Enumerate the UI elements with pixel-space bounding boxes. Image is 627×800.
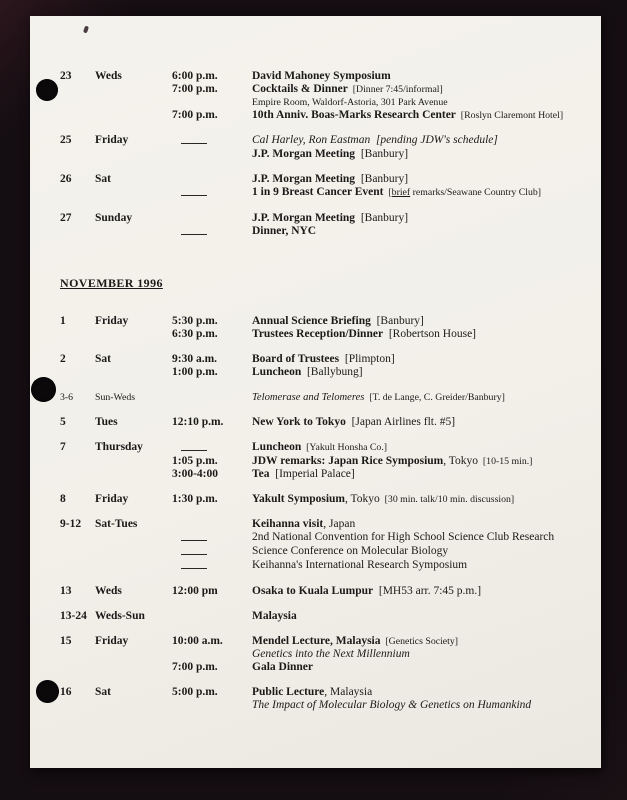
entry-date: 8 (60, 493, 66, 505)
entry-text (252, 96, 583, 109)
entry-time (172, 441, 252, 455)
entry-lines (172, 391, 583, 404)
text-segment: [Yakult Honsha Co.] (301, 442, 388, 453)
entry-day: Friday (95, 635, 129, 647)
entry-text (252, 148, 583, 161)
text-segment: Luncheon (252, 441, 302, 453)
entry-lines (172, 635, 583, 674)
entry-date: 23 (60, 70, 72, 82)
entry-lines (172, 416, 583, 429)
entry-line (172, 353, 583, 366)
entry-text (252, 212, 583, 225)
text-segment: [Roslyn Claremont Hotel] (455, 110, 564, 121)
text-segment: [Banbury] (370, 315, 424, 327)
text-segment: [Banbury] (355, 173, 409, 185)
entry-time: 1:05 p.m. (172, 455, 218, 467)
text-segment: Tea (252, 468, 270, 480)
schedule-entry (60, 353, 583, 379)
entry-time (172, 559, 252, 573)
text-segment: JDW remarks: Japan Rice Symposium (252, 455, 444, 467)
text-segment: , Tokyo (345, 493, 380, 505)
entry-text (252, 493, 583, 506)
text-segment: [Genetics Society] (380, 636, 459, 647)
entry-time: 1:00 p.m. (172, 366, 218, 378)
entry-time (172, 212, 252, 225)
entry-text (252, 648, 583, 661)
entry-time (172, 531, 252, 545)
entry-line (172, 70, 583, 83)
entry-text (252, 83, 583, 96)
entry-time: 7:00 p.m. (172, 109, 218, 121)
text-segment: [Plimpton] (339, 353, 395, 365)
entry-line (172, 559, 583, 573)
schedule-entry (60, 173, 583, 200)
entry-date: 16 (60, 686, 72, 698)
entry-lines (172, 518, 583, 573)
text-segment: J.P. Morgan Meeting (252, 173, 356, 185)
text-segment: [Ballybung] (301, 366, 363, 378)
entry-lines (172, 134, 583, 161)
entry-date: 3-6 (60, 392, 74, 403)
entry-time (172, 699, 252, 712)
text-segment: Annual Science Briefing (252, 315, 371, 327)
text-segment: Luncheon (252, 366, 302, 378)
entry-line (172, 493, 583, 506)
schedule-entry (60, 518, 583, 573)
entry-lines (172, 686, 583, 712)
entry-line (172, 391, 583, 404)
schedule-entry (60, 635, 583, 674)
entry-text (252, 585, 583, 598)
entry-text (252, 328, 583, 341)
text-segment: David Mahoney Symposium (252, 70, 391, 82)
entry-day: Tues (95, 416, 118, 428)
entry-time (172, 96, 252, 109)
entry-time: 6:30 p.m. (172, 328, 218, 340)
punch-hole (36, 680, 59, 703)
entry-time (172, 391, 252, 404)
entry-line (172, 212, 583, 225)
entry-text (252, 353, 583, 366)
entry-line (172, 83, 583, 96)
text-segment: Empire Room, Waldorf-Astoria, 301 Park Avenue (252, 97, 448, 108)
schedule-entry (60, 212, 583, 239)
entry-date: 15 (60, 635, 72, 647)
entry-date: 25 (60, 134, 72, 146)
entry-time: 6:00 p.m. (172, 70, 218, 82)
entry-text (252, 109, 583, 122)
entry-date: 7 (60, 441, 66, 453)
entry-time: 3:00-4:00 (172, 468, 218, 480)
entry-day: Sun-Weds (95, 392, 136, 403)
entry-day: Weds (95, 585, 122, 597)
entry-line (172, 315, 583, 328)
entry-text (252, 545, 583, 559)
entry-text (252, 225, 583, 239)
entry-line (172, 648, 583, 661)
text-segment: Telomerase and Telomeres (252, 392, 365, 403)
entry-time (172, 648, 252, 661)
entry-line (172, 96, 583, 109)
entry-date: 13-24 (60, 610, 87, 622)
text-segment: [30 min. talk/10 min. discussion] (379, 494, 515, 505)
entry-time: 7:00 p.m. (172, 83, 218, 95)
text-segment: Keihanna visit (252, 518, 324, 530)
blank-line (181, 531, 207, 541)
entry-time: 5:30 p.m. (172, 315, 218, 327)
text-segment: [T. de Lange, C. Greider/Banbury] (364, 392, 505, 403)
entry-text (252, 559, 583, 573)
entry-line (172, 545, 583, 559)
entry-time (172, 186, 252, 200)
text-segment: , Japan (323, 518, 356, 530)
blank-line (181, 441, 207, 451)
text-segment: 2nd National Convention for High School Science Club Research (252, 531, 555, 543)
entry-text (252, 455, 583, 468)
text-segment: [Japan Airlines flt. #5] (345, 416, 456, 428)
text-segment: The Impact of Molecular Biology & Genetics on Humankind (252, 699, 532, 711)
text-segment: Keihanna's International Research Symposium (252, 559, 468, 571)
schedule-entry (60, 493, 583, 506)
text-segment: Public Lecture (252, 686, 325, 698)
entry-line (172, 455, 583, 468)
schedule-entry (60, 610, 583, 623)
month-header: NOVEMBER 1996 (60, 276, 163, 290)
entry-day: Sat (95, 686, 111, 698)
text-segment: Science Conference on Molecular Biology (252, 545, 449, 557)
entry-time: 12:00 pm (172, 585, 218, 597)
entry-date: 9-12 (60, 518, 82, 530)
entry-lines (172, 173, 583, 200)
entry-time: 10:00 a.m. (172, 635, 223, 647)
entry-date: 2 (60, 353, 66, 365)
entry-text (252, 686, 583, 699)
schedule-entry (60, 391, 583, 404)
entry-time (172, 610, 252, 623)
text-segment: Genetics into the Next Millennium (252, 648, 410, 660)
text-segment: Osaka to Kuala Lumpur (252, 585, 374, 597)
entry-line (172, 468, 583, 481)
entry-date: 27 (60, 212, 72, 224)
entry-text (252, 661, 583, 674)
text-segment: Trustees Reception/Dinner (252, 328, 384, 340)
entry-line (172, 661, 583, 674)
entry-day: Friday (95, 134, 129, 146)
entry-date: 26 (60, 173, 72, 185)
entry-line (172, 148, 583, 161)
text-segment: [Dinner 7:45/informal] (347, 84, 443, 95)
blank-line (181, 134, 207, 144)
schedule-entry (60, 315, 583, 341)
text-segment: Dinner, NYC (252, 225, 317, 237)
entry-text (252, 315, 583, 328)
entry-lines (172, 610, 583, 623)
blank-line (181, 186, 207, 196)
entry-text (252, 531, 583, 545)
entry-lines (172, 441, 583, 481)
entry-time: 9:30 a.m. (172, 353, 218, 365)
schedule-entry (60, 134, 583, 161)
entry-line (172, 416, 583, 429)
entry-line (172, 366, 583, 379)
entry-text (252, 416, 583, 429)
entry-line (172, 134, 583, 148)
text-segment: New York to Tokyo (252, 416, 346, 428)
entry-day: Sat (95, 173, 111, 185)
schedule-entry (60, 70, 583, 122)
text-segment: [Imperial Palace] (269, 468, 355, 480)
entry-line (172, 635, 583, 648)
text-segment: [Robertson House] (383, 328, 477, 340)
blank-line (181, 225, 207, 235)
entry-text (252, 391, 583, 404)
entry-time (172, 225, 252, 239)
text-segment: Malaysia (252, 610, 297, 622)
schedule-entry (60, 416, 583, 429)
entry-time (172, 518, 252, 531)
schedule-entry (60, 585, 583, 598)
entry-day: Friday (95, 493, 129, 505)
entry-lines (172, 70, 583, 122)
blank-line (181, 545, 207, 555)
punch-hole (36, 79, 58, 101)
entry-lines (172, 493, 583, 506)
text-segment: 1 in 9 Breast Cancer Event (252, 186, 384, 198)
schedule-entry (60, 441, 583, 481)
text-segment: Board of Trustees (252, 353, 340, 365)
punch-hole (31, 377, 56, 402)
entry-day: Sat (95, 353, 111, 365)
schedule-entry (60, 686, 583, 712)
text-segment: brief (391, 187, 411, 198)
blank-line (181, 559, 207, 569)
entry-line (172, 518, 583, 531)
entry-line (172, 610, 583, 623)
entry-line (172, 109, 583, 122)
entry-line (172, 585, 583, 598)
text-segment: 10th Anniv. Boas-Marks Research Center (252, 109, 456, 121)
text-segment: Mendel Lecture, Malaysia (252, 635, 381, 647)
text-segment: , Malaysia (324, 686, 373, 698)
entry-line (172, 186, 583, 200)
entry-time: 1:30 p.m. (172, 493, 218, 505)
entry-lines (172, 212, 583, 239)
document-page (30, 16, 601, 768)
text-segment: J.P. Morgan Meeting (252, 148, 356, 160)
entry-lines (172, 585, 583, 598)
entry-line (172, 225, 583, 239)
schedule (30, 16, 601, 724)
entry-time: 12:10 p.m. (172, 416, 224, 428)
entry-time: 5:00 p.m. (172, 686, 218, 698)
entry-text (252, 186, 583, 200)
entry-day: Friday (95, 315, 129, 327)
entry-text (252, 635, 583, 648)
entry-time (172, 148, 252, 161)
text-segment: [ (383, 187, 392, 198)
text-segment: J.P. Morgan Meeting (252, 212, 356, 224)
entry-line (172, 173, 583, 186)
entry-day: Sat-Tues (95, 518, 138, 530)
entry-text (252, 441, 583, 455)
entry-line (172, 686, 583, 699)
text-segment: [MH53 arr. 7:45 p.m.] (373, 585, 482, 597)
text-segment: [Banbury] (355, 212, 409, 224)
entry-time (172, 545, 252, 559)
entry-text (252, 134, 583, 148)
entry-time (172, 134, 252, 148)
entry-time (172, 173, 252, 186)
entry-date: 13 (60, 585, 72, 597)
entry-lines (172, 315, 583, 341)
entry-line (172, 531, 583, 545)
entry-text (252, 610, 583, 623)
entry-text (252, 468, 583, 481)
text-segment: Gala Dinner (252, 661, 314, 673)
entry-time: 7:00 p.m. (172, 661, 218, 673)
text-segment: [10-15 min.] (478, 456, 533, 467)
entry-text (252, 699, 583, 712)
entry-day: Thursday (95, 441, 143, 453)
text-segment: [Banbury] (355, 148, 409, 160)
entry-day: Weds (95, 70, 122, 82)
entry-date: 5 (60, 416, 66, 428)
entry-lines (172, 353, 583, 379)
text-segment: remarks/Seawane Country Club] (410, 187, 542, 198)
entry-day: Weds-Sun (95, 610, 145, 622)
entry-line (172, 699, 583, 712)
text-segment: , Tokyo (443, 455, 479, 467)
entry-line (172, 441, 583, 455)
text-segment: Cocktails & Dinner (252, 83, 348, 95)
entry-text (252, 366, 583, 379)
text-segment: Yakult Symposium (252, 493, 345, 505)
entry-line (172, 328, 583, 341)
entry-text (252, 173, 583, 186)
text-segment: Cal Harley, Ron Eastman [pending JDW's schedule] (252, 134, 498, 146)
entry-date: 1 (60, 315, 66, 327)
entry-text (252, 518, 583, 531)
entry-text (252, 70, 583, 83)
entry-day: Sunday (95, 212, 133, 224)
